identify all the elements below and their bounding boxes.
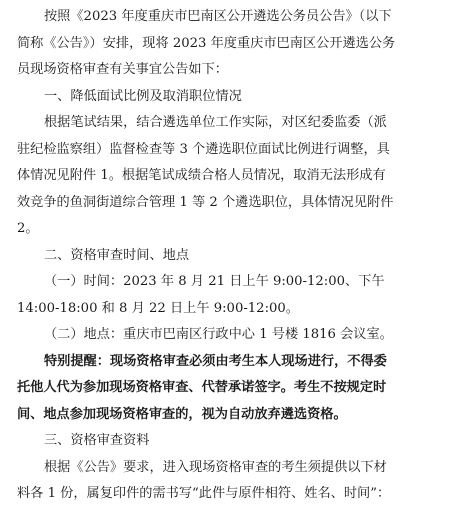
text-line: 简称《公告》）安排，现将 2023 年度重庆市巴南区公开遴选公务 — [17, 35, 396, 51]
text-line: 根据《公告》要求，进入现场资格审查的考生须提供以下材 — [44, 459, 387, 475]
text-line: 体情况见附件 1。根据笔试成绩合格人员情况，取消无法形成有 — [17, 168, 386, 183]
text-line: 按照《2023 年度重庆市巴南区公开遴选公务员公告》（以下 — [44, 9, 392, 24]
text-line: 效竞争的鱼洞街道综合管理 1 等 2 个遴选职位，具体情况见附件 — [17, 194, 394, 210]
text-line: 特别提醒：现场资格审查必须由考生本人现场进行，不得委 — [44, 353, 387, 369]
text-line: 根据笔试结果，结合遴选单位工作实际，对区纪委监委（派 — [44, 115, 387, 130]
text-line: 间、地点参加现场资格审查的，视为自动放弃遴选资格。 — [17, 406, 347, 422]
text-line: 驻纪检监察组）监督检查等 3 个遴选职位面试比例进行调整，具 — [17, 141, 390, 157]
text-line: 2。 — [17, 221, 39, 236]
section-heading: 三、资格审查资料 — [44, 433, 150, 448]
text-line: 料各 1 份，属复印件的需书写“此件与原件相符、姓名、时间”： — [17, 486, 391, 501]
section-heading: 二、资格审查时间、地点 — [44, 247, 190, 263]
text-line: （二）地点：重庆市巴南区行政中心 1 号楼 1816 会议室。 — [44, 327, 393, 342]
text-line: 员现场资格审查有关事宜公告如下： — [17, 62, 228, 77]
section-heading: 一、降低面试比例及取消职位情况 — [44, 88, 242, 104]
text-line: 托他人代为参加现场资格审查、代替承诺签字。考生不按规定时 — [17, 380, 387, 395]
text-line: （一）时间：2023 年 8 月 21 日上午 9:00-12:00、下午 — [44, 274, 385, 289]
text-line: 14:00-18:00 和 8 月 22 日上午 9:00-12:00。 — [17, 300, 299, 316]
